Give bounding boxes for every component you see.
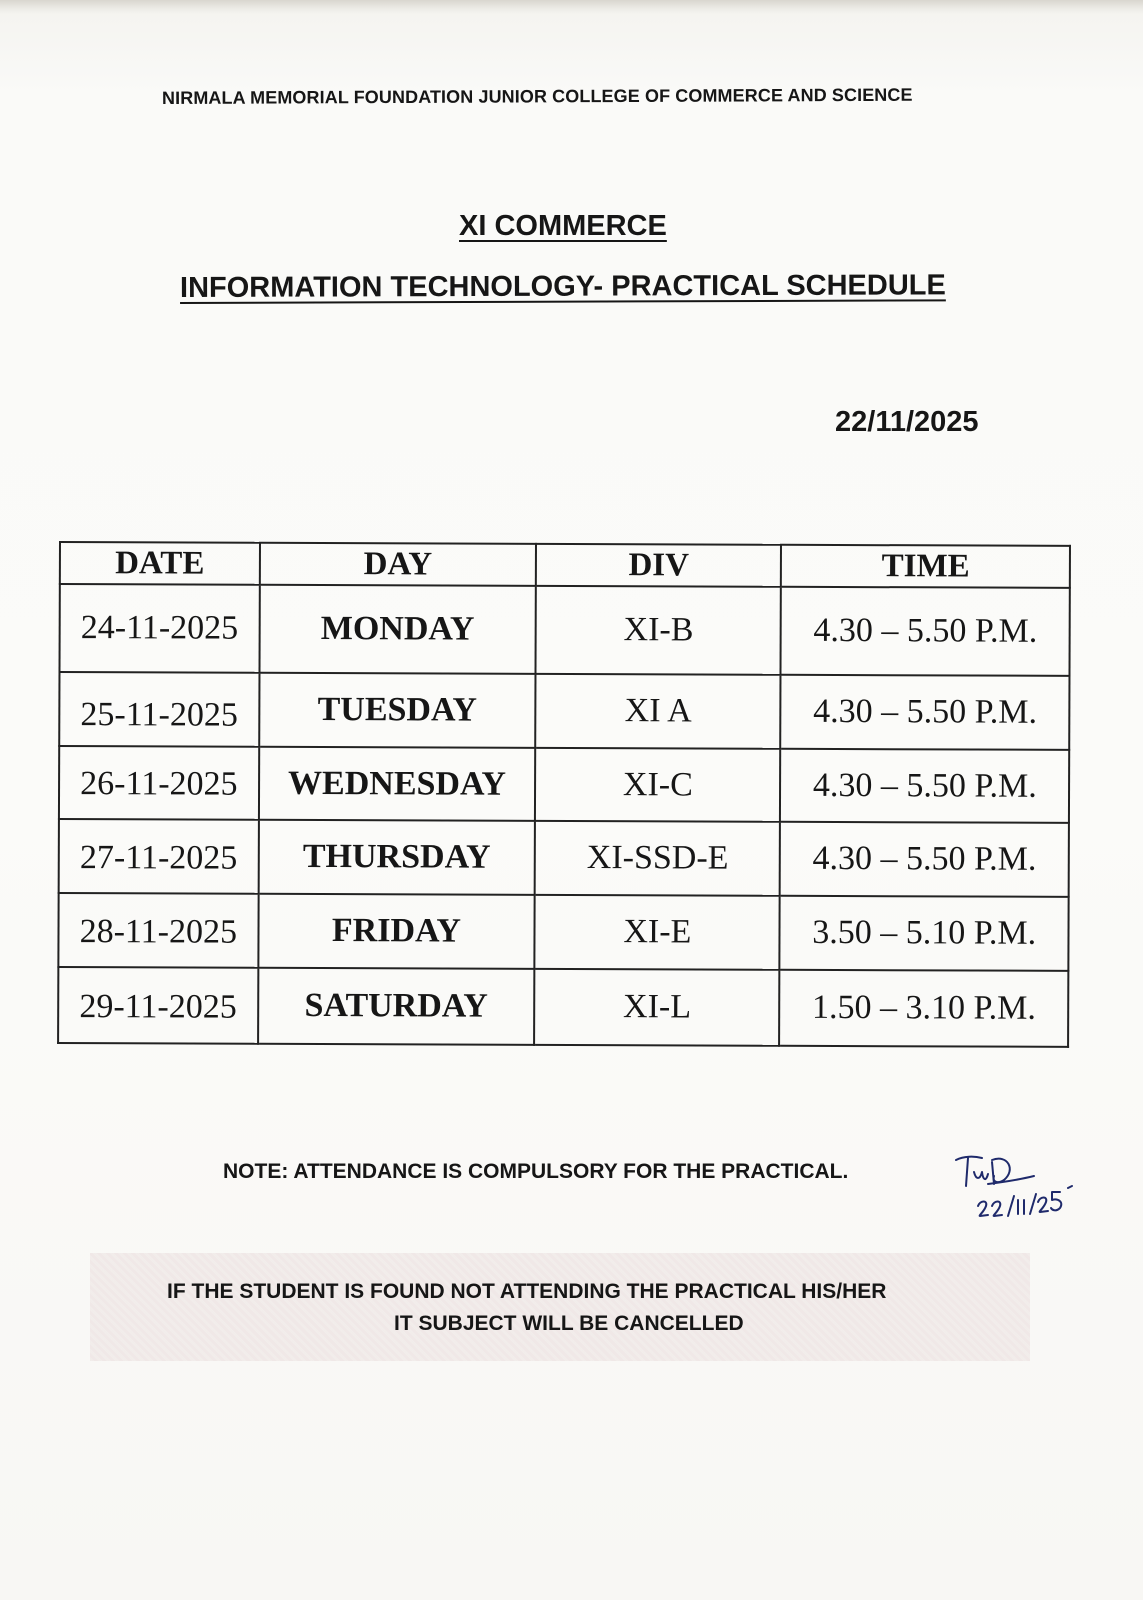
schedule-title: INFORMATION TECHNOLOGY- PRACTICAL SCHEDULE xyxy=(179,269,946,304)
cell-time: 3.50 – 5.10 P.M. xyxy=(780,896,1069,971)
column-header-date: DATE xyxy=(60,542,260,585)
table-header-row xyxy=(60,542,1070,588)
practical-schedule-table xyxy=(57,541,1071,1048)
cell-div: XI A xyxy=(535,674,781,749)
table-row xyxy=(59,819,1069,897)
cell-day: MONDAY xyxy=(259,585,536,674)
table-row xyxy=(59,746,1069,823)
warning-text-line-1: IF THE STUDENT IS FOUND NOT ATTENDING THE PRACTICAL HIS/HER xyxy=(167,1280,887,1303)
cell-time: 4.30 – 5.50 P.M. xyxy=(780,822,1069,897)
cell-date: 29-11-2025 xyxy=(58,967,258,1044)
handwritten-signature-icon xyxy=(952,1150,1092,1230)
cell-div: XI-L xyxy=(534,969,780,1046)
table-row xyxy=(58,967,1068,1047)
issue-date: 22/11/2025 xyxy=(835,406,979,438)
warning-text-line-2: IT SUBJECT WILL BE CANCELLED xyxy=(394,1312,744,1335)
table-row xyxy=(59,584,1069,676)
paper-edge xyxy=(0,0,1143,14)
column-header-div: DIV xyxy=(536,544,781,587)
cell-day: TUESDAY xyxy=(259,673,536,748)
cell-day: WEDNESDAY xyxy=(259,747,536,821)
cell-date: 26-11-2025 xyxy=(59,746,259,820)
column-header-time: TIME xyxy=(781,545,1070,588)
table-row xyxy=(59,672,1069,750)
college-name: NIRMALA MEMORIAL FOUNDATION JUNIOR COLLEGE OF COMMERCE AND SCIENCE xyxy=(161,84,913,108)
warning-box xyxy=(90,1253,1030,1361)
cell-date: 28-11-2025 xyxy=(58,893,258,968)
cell-time: 4.30 – 5.50 P.M. xyxy=(781,587,1070,676)
cell-div: XI-E xyxy=(535,895,781,970)
class-title: XI COMMERCE xyxy=(459,210,667,242)
cell-div: XI-SSD-E xyxy=(535,821,781,896)
cell-date: 24-11-2025 xyxy=(59,584,259,673)
column-header-day: DAY xyxy=(260,543,537,586)
cell-time: 1.50 – 3.10 P.M. xyxy=(780,970,1069,1047)
cell-day: SATURDAY xyxy=(258,968,535,1045)
cell-div: XI-B xyxy=(536,586,782,675)
cell-date: 27-11-2025 xyxy=(59,819,259,894)
table-row xyxy=(58,893,1068,971)
cell-time: 4.30 – 5.50 P.M. xyxy=(780,749,1069,823)
cell-day: FRIDAY xyxy=(258,894,535,969)
cell-date: 25-11-2025 xyxy=(59,672,259,747)
cell-day: THURSDAY xyxy=(258,820,535,895)
cell-div: XI-C xyxy=(535,748,780,822)
attendance-note: NOTE: ATTENDANCE IS COMPULSORY FOR THE PRACTICAL. xyxy=(223,1160,849,1183)
cell-time: 4.30 – 5.50 P.M. xyxy=(781,675,1070,750)
